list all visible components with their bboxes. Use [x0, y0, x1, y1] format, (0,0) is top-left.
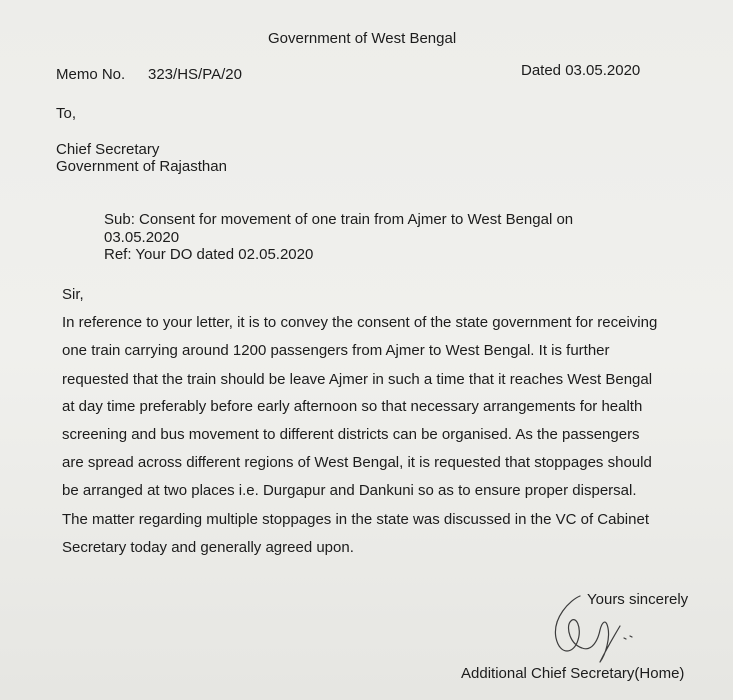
closing: Yours sincerely: [587, 591, 689, 608]
addressee-line: Chief Secretary: [56, 141, 160, 158]
designation: Additional Chief Secretary(Home): [461, 665, 685, 682]
memo-label: Memo No.: [56, 66, 126, 83]
salutation: Sir,: [62, 286, 84, 303]
letter-heading: Government of West Bengal: [268, 30, 457, 47]
body-line: one train carrying around 1200 passengers from Ajmer to West Bengal. It is further: [62, 342, 610, 359]
reference-line: Ref: Your DO dated 02.05.2020: [104, 246, 314, 263]
memo-number: 323/HS/PA/20: [148, 66, 242, 83]
letter-date: Dated 03.05.2020: [521, 62, 641, 79]
body-line: are spread across different regions of West Bengal, it is requested that stoppages should: [62, 454, 652, 471]
body-line: The matter regarding multiple stoppages in the state was discussed in the VC of Cabinet: [62, 511, 649, 528]
body-line: Secretary today and generally agreed upon.: [62, 539, 354, 556]
to-label: To,: [56, 105, 77, 122]
body-line: at day time preferably before early afternoon so that necessary arrangements for health: [62, 398, 643, 415]
addressee-line: Government of Rajasthan: [56, 158, 227, 175]
body-line: be arranged at two places i.e. Durgapur and Dankuni so as to ensure proper dispersal.: [62, 482, 637, 499]
subject-line: 03.05.2020: [104, 229, 180, 246]
subject-line: Sub: Consent for movement of one train from Ajmer to West Bengal on: [104, 211, 574, 228]
body-line: requested that the train should be leave Ajmer in such a time that it reaches West Bengal: [62, 371, 653, 388]
body-line: In reference to your letter, it is to convey the consent of the state government for receiving: [62, 314, 658, 331]
body-line: screening and bus movement to different districts can be organised. As the passengers: [62, 426, 640, 443]
